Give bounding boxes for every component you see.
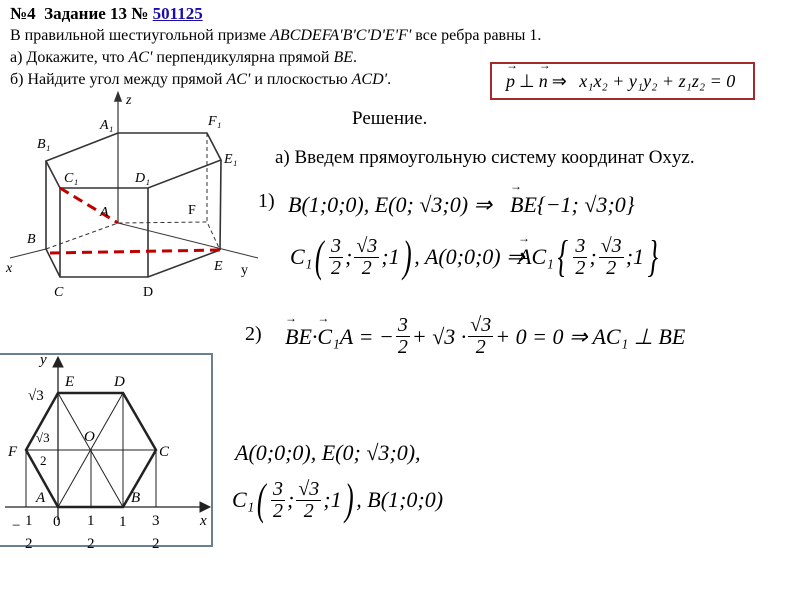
hexagon-plot [0,350,215,550]
svg-text:y: y [40,352,47,368]
svg-text:2: 2 [152,536,160,550]
svg-text:F: F [8,444,18,460]
svg-text:D: D [143,285,154,300]
row3-dot-product: → BE · → C₁A = − $\frac{3}{2}$ + √3 · $\frac{√3}{2}$ + 0 = 0 ⇒ AC₁ ⊥ BE [285,315,685,358]
svg-text:C₁: C₁ [64,171,79,186]
problem-line-1: В правильной шестиугольной призме ABCDEFA'B'C'D'E'F' все ребра равны 1. [10,27,542,44]
bottom-row-1: A(0;0;0), E(0; √3;0), [235,440,421,465]
svg-text:F: F [188,203,196,218]
svg-text:D: D [114,374,125,390]
svg-text:√3: √3 [36,430,50,445]
svg-text:D₁: D₁ [135,171,150,186]
row2-vector: → AC₁ { $\frac{3}{2}$ ; $\frac{√3}{2}$ ;1 } [518,235,662,279]
svg-text:√3: √3 [28,388,44,404]
row1-points: B(1;0;0), E(0; √3;0) ⇒ [288,192,492,217]
bottom-row-2: C₁ ( $\frac{3}{2}$ ; $\frac{√3}{2}$ ;1 ) , B(1;0;0) [232,475,444,524]
svg-text:1: 1 [119,514,127,530]
svg-text:E: E [214,259,223,274]
svg-text:A₁: A₁ [100,118,114,133]
svg-text:B: B [27,232,36,247]
svg-text:A: A [36,490,46,506]
svg-text:z: z [126,93,132,108]
svg-text:2: 2 [87,536,95,550]
svg-text:−: − [12,518,21,534]
row2-c1: C₁ ( $\frac{3}{2}$ ; $\frac{√3}{2}$ ;1 ) , A(0;0;0) ⇒ [290,232,525,281]
task-link[interactable]: 501125 [152,4,203,23]
svg-text:C: C [159,444,170,460]
svg-text:E: E [65,374,75,390]
svg-text:O: O [84,429,95,445]
problem-line-2: а) Докажите, что AC' перпендикулярна прямой BE. [10,49,357,66]
svg-text:A: A [100,205,109,220]
svg-text:E₁: E₁ [224,152,238,167]
svg-text:3: 3 [152,513,160,529]
svg-text:0: 0 [53,514,61,530]
svg-text:B: B [131,490,141,506]
svg-text:x: x [200,513,207,529]
task-header: №4 Задание 13 № 501125 [10,4,203,23]
svg-text:1: 1 [87,513,95,529]
problem-line-3: б) Найдите угол между прямой AC' и плоскостью ACD'. [10,71,392,88]
svg-text:B₁: B₁ [37,137,51,152]
step-2-label: 2) [245,323,262,345]
step-1-label: 1) [258,190,275,212]
svg-text:2: 2 [25,536,33,550]
part-a-text: а) Введем прямоугольную систему координат Oxyz. [275,147,695,168]
formula-box: → p ⊥ → n ⇒ x₁x₂ + y₁y₂ + z₁z₂ = 0 [490,62,755,100]
svg-text:C: C [54,285,64,300]
prism-diagram [0,90,265,305]
svg-text:2: 2 [40,453,47,468]
svg-text:y: y [241,263,248,278]
solution-title: Решение. [352,108,428,129]
svg-text:1: 1 [25,513,33,529]
svg-text:F₁: F₁ [208,114,222,129]
row1-vector: → BE {−1; √3;0} [510,192,635,218]
svg-text:x: x [6,261,13,276]
